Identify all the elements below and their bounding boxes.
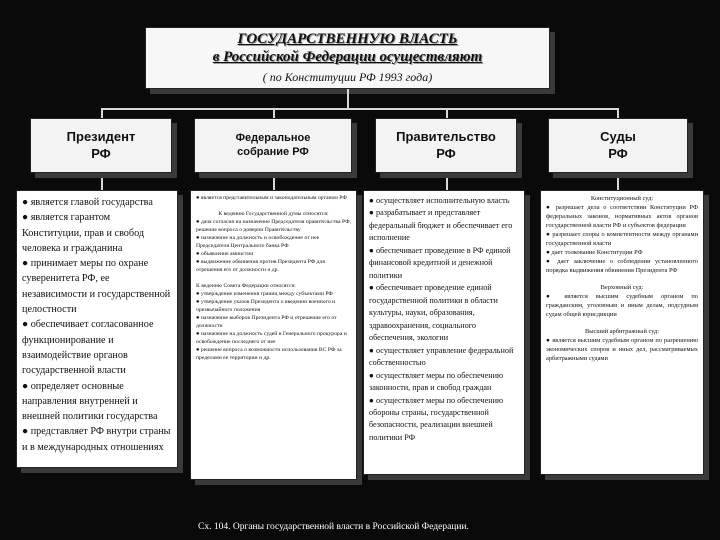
figure-caption: Сх. 104. Органы государственной власти в Российской Федерации. [198, 522, 469, 532]
title-box [145, 27, 550, 89]
connector-horizontal [101, 108, 617, 110]
assembly-intro: ● является представительным и законодательным органом РФ [196, 195, 347, 201]
council-item: ● утверждение изменения границ между субъектами РФ [196, 290, 333, 297]
constitutional-court-heading: Конституционный суд: [590, 195, 654, 202]
government-item: ● обеспечивает проведение в РФ единой финансовой кредитной и денежной политики [369, 245, 511, 280]
council-item: ● утверждение указов Президента о введении военного и чрезвычайного положения [196, 298, 336, 313]
government-item: ● осуществляет меры по обеспечению законности, прав и свобод граждан [369, 370, 504, 393]
supreme-court-heading: Верховный суд: [600, 283, 644, 291]
duma-heading: К ведению Государственной думы относятся: [218, 210, 329, 217]
president-powers [16, 190, 178, 468]
council-heading: К ведению Совета Федерации относятся: [196, 282, 296, 289]
government-item: ● осуществляет исполнительную власть [369, 196, 510, 205]
court-item: ● разрешает споры о компетентности между органами государственной власти [546, 230, 698, 247]
court-item: ● дает толкование Конституции РФ [546, 248, 643, 256]
government-item: ● разрабатывает и представляет федеральный бюджет и обеспечивает его исполнение [369, 208, 513, 243]
connector-president-content [101, 173, 103, 190]
president-item: ● является главой государства [22, 197, 153, 208]
arbitration-court-heading: Высший арбитражный суд: [584, 327, 660, 335]
title-line-1: ГОСУДАРСТВЕННУЮ ВЛАСТЬ [237, 31, 458, 47]
connector-government-content [446, 173, 448, 190]
header-president [30, 118, 172, 173]
president-item: ● является гарантом Конституции, прав и свобод человека и гражданина [22, 212, 145, 254]
assembly-powers [190, 190, 357, 480]
president-item: ● представляет РФ внутри страны и в международных отношениях [22, 426, 171, 453]
connector-courts-content [617, 173, 619, 190]
header-assembly-line-1: Федеральное [235, 131, 311, 144]
header-government-line-1: Правительство [396, 129, 496, 145]
president-item: ● принимает меры по охране суверенитета РФ, ее независимости и государственной целостности [22, 258, 171, 316]
header-president-line-2: РФ [91, 145, 111, 161]
duma-item: ● дача согласия на назначение Председателя правительства РФ, решение вопроса о доверии Правительству [196, 218, 351, 233]
government-item: ● обеспечивает проведение единой государственной политики в области культуры, науки, образования, здравоохранения, социального обеспечения, экологии [369, 283, 498, 343]
header-courts-line-2: РФ [608, 145, 628, 161]
header-courts [548, 118, 688, 173]
president-item: ● обеспечивает согласованное функционирование и взаимодействие органов государственной власти [22, 319, 154, 377]
header-courts-line-1: Суды [600, 129, 636, 145]
connector-assembly [273, 108, 275, 118]
duma-item: ● объявление амнистии [196, 250, 254, 257]
connector-courts [617, 108, 619, 118]
header-assembly-line-2: собрание РФ [237, 145, 309, 158]
title-line-2: в Российской Федерации осуществляют [212, 49, 483, 65]
duma-item: ● назначение на должность и освобождение от нее Председателя Центрального банка РФ [196, 234, 320, 249]
header-assembly [194, 118, 352, 173]
court-item: ● дает заключение о соблюдении установленного порядка выдвижения обвинения Президента РФ [546, 257, 698, 274]
council-item: ● решение вопроса о возможности использования ВС РФ за пределами ее территории и др. [196, 346, 342, 361]
header-government-line-2: РФ [436, 145, 456, 161]
header-president-line-1: Президент [66, 129, 136, 145]
council-item: ● назначение на должность судей в Генерального прокурора и освобождение последнего от нее [196, 330, 347, 345]
council-item: ● назначение выборов Президента РФ и отрешение его от должности [196, 314, 337, 329]
court-item: ● является высшим судебным органом по разрешению экономических споров и иных дел, рассматриваемых арбитражными судами [546, 336, 698, 362]
header-government [375, 118, 517, 173]
government-item: ● осуществляет управление федеральной собственностью [369, 345, 514, 368]
government-item: ● осуществляет меры по обеспечению обороны страны, государственной безопасности, реализации внешней политики РФ [369, 395, 504, 442]
connector-title [347, 89, 349, 109]
connector-assembly-content [273, 173, 275, 190]
connector-president [101, 108, 103, 118]
president-item: ● определяет основные направления внутренней и внешней политики государства [22, 380, 158, 423]
court-item: ● разрешает дела о соответствии Конституции РФ федеральных законов, нормативных актов органов государственной власти РФ и субъектов федерации [546, 203, 698, 229]
connector-government [446, 108, 448, 118]
courts-powers [540, 190, 704, 475]
government-powers [363, 190, 525, 475]
court-item: ● является высшим судебным органом по гражданским, уголовным и иным делам, подсудным судам общей юрисдикции [546, 292, 698, 318]
title-line-3: ( по Конституции РФ 1993 года) [262, 70, 433, 84]
duma-item: ● выдвижение обвинения против Президента РФ для отрешения его от должности и др. [196, 258, 325, 273]
